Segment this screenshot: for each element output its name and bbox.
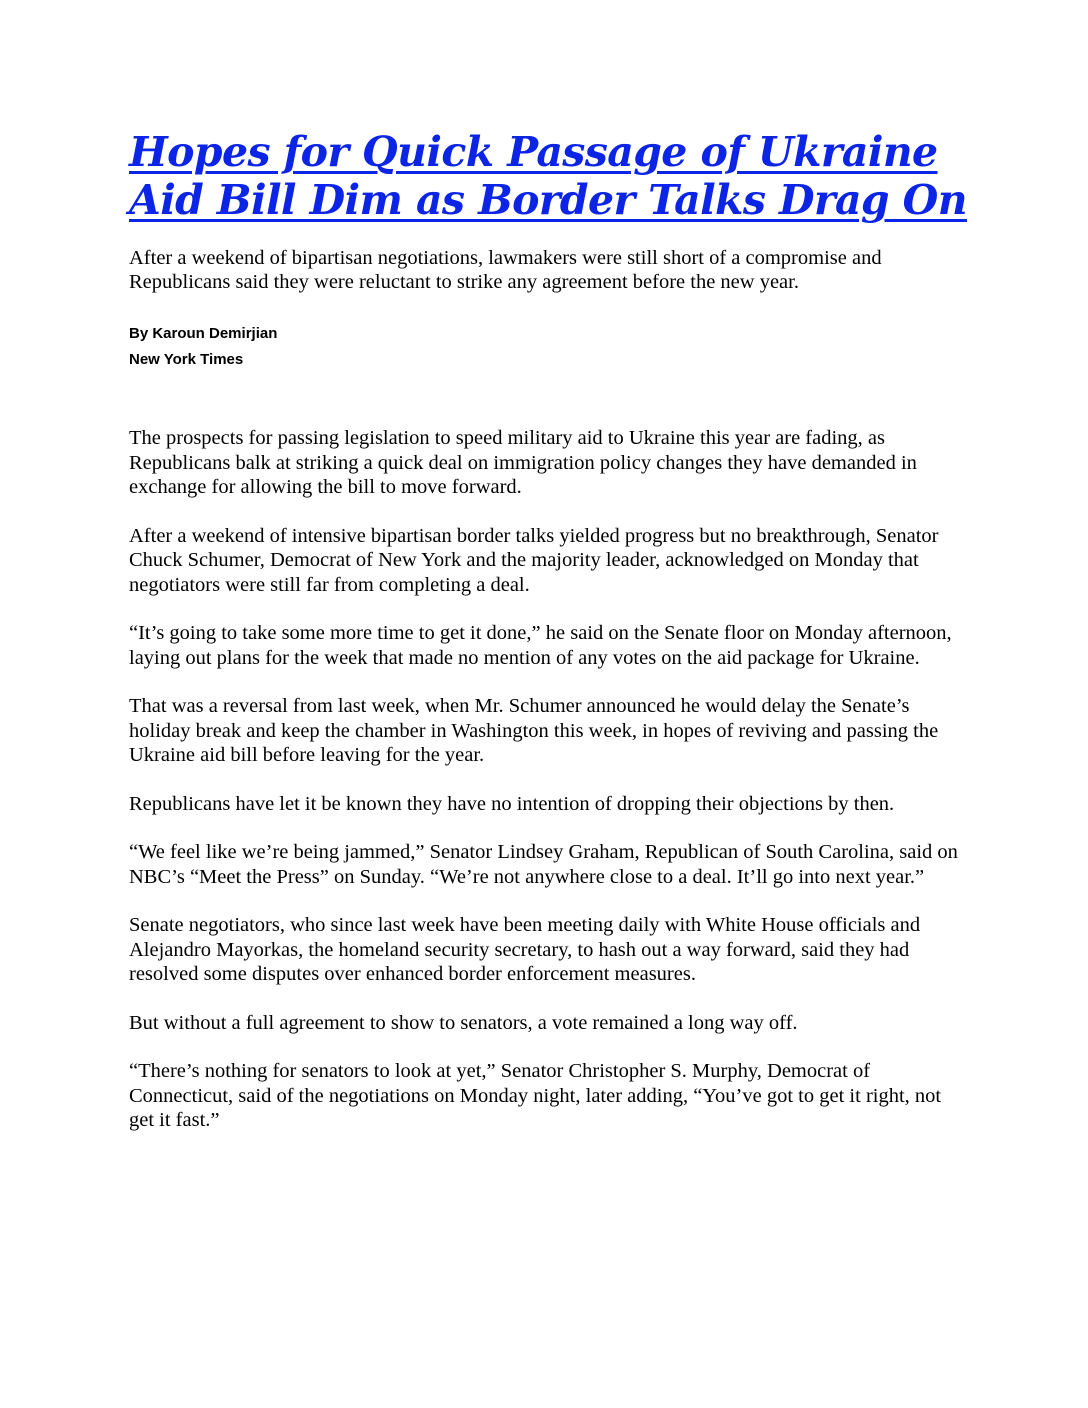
article-body [129,426,969,1133]
body-paragraph: “There’s nothing for senators to look at yet,” Senator Christopher S. Murphy, Democrat of Connecticut, said of the negotiations on Monday night, later adding, “You’ve got to get it right, not get it fast.” [129,1060,942,1131]
body-paragraph: But without a full agreement to show to senators, a vote remained a long way off. [129,1011,798,1034]
headline-link[interactable]: Hopes for Quick Passage of Ukraine Aid Bill Dim as Border Talks Drag On [129,128,967,224]
article-page [129,128,969,1157]
byline-block [129,321,969,373]
body-paragraph: The prospects for passing legislation to speed military aid to Ukraine this year are fading, as Republicans balk at striking a quick deal on immigration policy changes they have demanded in exchange for allowing the bill to move forward. [129,427,917,498]
subheadline: After a weekend of bipartisan negotiations, lawmakers were still short of a compromise and Republicans said they were reluctant to strike any agreement before the new year. [129,247,882,293]
headline [129,128,969,224]
publication-name: New York Times [129,351,244,368]
body-paragraph: After a weekend of intensive bipartisan border talks yielded progress but no breakthrough, Senator Chuck Schumer, Democrat of New York and the majority leader, acknowledged on Monday that negotiators were still far from completing a deal. [129,524,939,596]
body-paragraph: Republicans have let it be known they have no intention of dropping their objections by then. [129,792,895,815]
body-paragraph: “It’s going to take some more time to get it done,” he said on the Senate floor on Monday afternoon, laying out plans for the week that made no mention of any votes on the aid package for Ukraine. [129,622,952,669]
author-byline: By Karoun Demirjian [129,325,278,342]
body-paragraph: That was a reversal from last week, when Mr. Schumer announced he would delay the Senate’s holiday break and keep the chamber in Washington this week, in hopes of reviving and passing the Ukraine aid bill before leaving for the year. [129,695,939,766]
body-paragraph: Senate negotiators, who since last week have been meeting daily with White House officials and Alejandro Mayorkas, the homeland security secretary, to hash out a way forward, said they had resolved some disputes over enhanced border enforcement measures. [129,914,921,985]
body-paragraph: “We feel like we’re being jammed,” Senator Lindsey Graham, Republican of South Carolina, said on NBC’s “Meet the Press” on Sunday. “We’re not anywhere close to a deal. It’ll go into next year.” [129,841,958,888]
